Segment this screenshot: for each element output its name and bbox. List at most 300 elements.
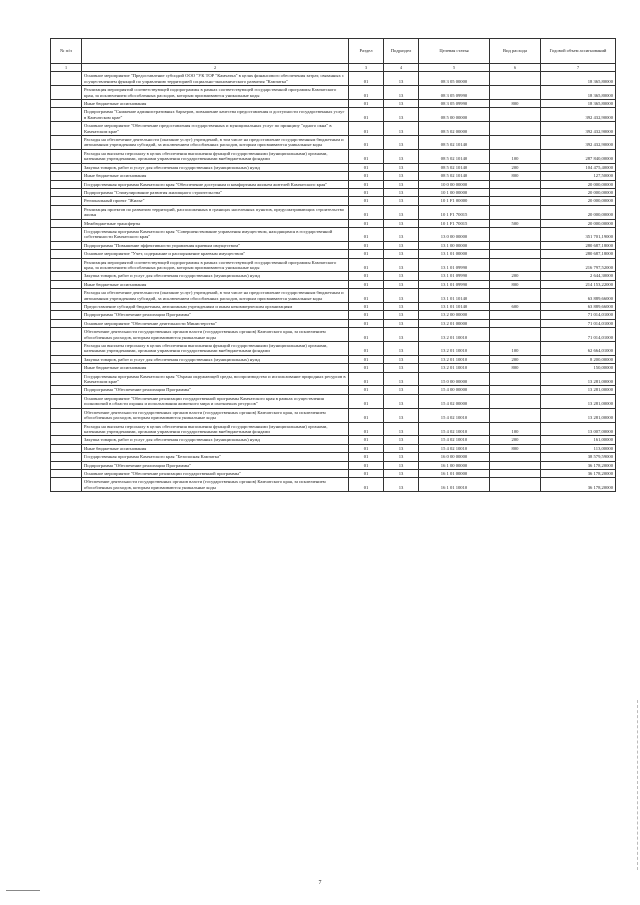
row-num-cell (51, 436, 82, 444)
row-amount-cell: 18 365,80000 (541, 72, 616, 86)
row-expense-type-cell (490, 108, 541, 122)
row-num-cell (51, 149, 82, 163)
row-num-cell (51, 258, 82, 272)
row-target-article-cell: 10 0 00 00000 (419, 180, 490, 188)
column-index-row (51, 64, 616, 72)
row-razdel-cell: 01 (349, 272, 384, 280)
table-row (51, 364, 616, 372)
row-razdel-cell: 01 (349, 408, 384, 422)
table-row (51, 250, 616, 258)
row-amount-cell: 62 664,01000 (541, 342, 616, 356)
row-target-article-cell: 15 0 00 00000 (419, 372, 490, 386)
row-podrazdel-cell: 13 (384, 180, 419, 188)
row-num-cell (51, 408, 82, 422)
row-target-article-cell: 08 5 02 10140 (419, 136, 490, 150)
row-expense-type-cell: 800 (490, 444, 541, 452)
row-razdel-cell: 01 (349, 100, 384, 108)
table-row (51, 227, 616, 241)
row-podrazdel-cell: 13 (384, 319, 419, 327)
row-target-article-cell: 10 1 F1 70015 (419, 219, 490, 227)
row-name-cell: Иные бюджетные ассигнования (82, 444, 349, 452)
row-name-cell: Основное мероприятие "Предоставление субсидий ООО "УК ТОР "Камчатка" в целях финансового обеспечения затрат, связанных с осуществлением функций по управлению территорией социально-экономического развития "Камчатка" (82, 72, 349, 86)
row-name-cell: Обеспечение деятельности государственных органов власти (государственных органов) Камчатского края, за исключением обособленных расходов, которым присваиваются уникальные коды (82, 408, 349, 422)
row-amount-cell: 161,00000 (541, 436, 616, 444)
row-razdel-cell: 01 (349, 227, 384, 241)
row-expense-type-cell: 800 (490, 172, 541, 180)
row-podrazdel-cell: 13 (384, 163, 419, 171)
table-row (51, 258, 616, 272)
row-name-cell: Расходы на обеспечение деятельности (оказание услуг) учреждений, в том числе на предоставление государственным бюджетным и автономным учреждениям субсидий, за исключением обособленных расходов, которым присваиваются уникальные коды (82, 136, 349, 150)
row-expense-type-cell (490, 197, 541, 205)
row-num-cell (51, 303, 82, 311)
row-amount-cell: 20 000,00000 (541, 188, 616, 196)
row-amount-cell: 36 178,20000 (541, 461, 616, 469)
row-name-cell: Расходы на обеспечение деятельности (оказание услуг) учреждений, в том числе на предоставление государственным бюджетным и автономным учреждениям субсидий, за исключением обособленных расходов, которым присваиваются уникальные коды (82, 289, 349, 303)
row-target-article-cell: 13 2 01 00000 (419, 319, 490, 327)
row-num-cell (51, 72, 82, 86)
row-num-cell (51, 319, 82, 327)
table-row (51, 163, 616, 171)
row-amount-cell: 63 889,66000 (541, 303, 616, 311)
row-podrazdel-cell: 13 (384, 188, 419, 196)
table-row (51, 478, 616, 492)
column-index: 6 (490, 64, 541, 72)
row-expense-type-cell: 100 (490, 342, 541, 356)
row-amount-cell: 280 687,18000 (541, 241, 616, 249)
row-num-cell (51, 280, 82, 288)
row-target-article-cell: 13 2 00 00000 (419, 311, 490, 319)
row-expense-type-cell: 800 (490, 364, 541, 372)
row-expense-type-cell (490, 227, 541, 241)
footer-rule (6, 890, 40, 891)
row-razdel-cell: 01 (349, 108, 384, 122)
row-podrazdel-cell: 13 (384, 172, 419, 180)
row-podrazdel-cell: 13 (384, 108, 419, 122)
table-row (51, 342, 616, 356)
column-index: 5 (419, 64, 490, 72)
table-row (51, 100, 616, 108)
row-name-cell: Обеспечение деятельности государственных органов власти (государственных органов) Камчатского края, за исключением обособленных расходов, которым присваиваются уникальные коды (82, 478, 349, 492)
row-podrazdel-cell: 13 (384, 100, 419, 108)
row-num-cell (51, 386, 82, 394)
row-expense-type-cell (490, 250, 541, 258)
row-target-article-cell: 13 1 01 09990 (419, 258, 490, 272)
row-expense-type-cell (490, 205, 541, 219)
row-razdel-cell: 01 (349, 250, 384, 258)
row-podrazdel-cell: 13 (384, 219, 419, 227)
row-expense-type-cell (490, 319, 541, 327)
row-target-article-cell: 08 5 00 00000 (419, 108, 490, 122)
row-name-cell: Основное мероприятие "Обеспечение деятельности Министерства" (82, 319, 349, 327)
row-num-cell (51, 108, 82, 122)
row-name-cell: Государственная программа Камчатского края "Охрана окружающей среды, воспроизводство и использование природных ресурсов в Камчатском крае" (82, 372, 349, 386)
row-podrazdel-cell: 13 (384, 303, 419, 311)
row-num-cell (51, 422, 82, 436)
row-num-cell (51, 86, 82, 100)
row-amount-cell: 2 644,30000 (541, 272, 616, 280)
row-num-cell (51, 250, 82, 258)
row-amount-cell: 71 014,01000 (541, 311, 616, 319)
row-expense-type-cell: 200 (490, 272, 541, 280)
row-name-cell: Реализация проектов по развитию территорий, расположенных в границах населенных пунктов, предусматривающих строительство жилья (82, 205, 349, 219)
row-amount-cell: 71 014,01000 (541, 319, 616, 327)
row-expense-type-cell (490, 311, 541, 319)
row-expense-type-cell: 100 (490, 149, 541, 163)
row-target-article-cell: 13 2 01 10010 (419, 364, 490, 372)
table-row (51, 72, 616, 86)
row-expense-type-cell (490, 72, 541, 86)
row-razdel-cell: 01 (349, 319, 384, 327)
row-expense-type-cell (490, 86, 541, 100)
row-amount-cell: 13 281,00000 (541, 372, 616, 386)
row-podrazdel-cell: 13 (384, 436, 419, 444)
row-expense-type-cell (490, 469, 541, 477)
row-name-cell: Иные бюджетные ассигнования (82, 364, 349, 372)
row-amount-cell: 36 178,20000 (541, 469, 616, 477)
row-amount-cell: 392 432,90000 (541, 108, 616, 122)
row-target-article-cell: 13 2 01 10010 (419, 355, 490, 363)
column-index: 1 (51, 64, 82, 72)
row-podrazdel-cell: 13 (384, 408, 419, 422)
row-target-article-cell: 13 2 01 10010 (419, 342, 490, 356)
row-podrazdel-cell: 13 (384, 355, 419, 363)
row-target-article-cell: 08 5 02 10140 (419, 149, 490, 163)
row-name-cell: Подпрограмма "Обеспечение реализации Программы" (82, 386, 349, 394)
row-podrazdel-cell: 13 (384, 461, 419, 469)
row-amount-cell: 287 840,00000 (541, 149, 616, 163)
column-index: 2 (82, 64, 349, 72)
row-podrazdel-cell: 13 (384, 422, 419, 436)
row-razdel-cell: 01 (349, 303, 384, 311)
row-razdel-cell: 01 (349, 86, 384, 100)
table-row (51, 289, 616, 303)
row-target-article-cell: 15 4 00 00000 (419, 386, 490, 394)
row-razdel-cell: 01 (349, 311, 384, 319)
row-num-cell (51, 241, 82, 249)
row-amount-cell: 18 365,80000 (541, 86, 616, 100)
table-row (51, 436, 616, 444)
header-razdel: Раздел (349, 39, 384, 64)
row-amount-cell: 392 432,90000 (541, 122, 616, 136)
column-index: 7 (541, 64, 616, 72)
row-razdel-cell: 01 (349, 258, 384, 272)
row-name-cell: Иные бюджетные ассигнования (82, 172, 349, 180)
row-name-cell: Реализация мероприятий соответствующей подпрограммы в рамках соответствующей государственной программы Камчатского края, за исключением обособленных расходов, которым присваиваются уникальные коды (82, 258, 349, 272)
row-amount-cell: 13 281,00000 (541, 394, 616, 408)
row-podrazdel-cell: 13 (384, 364, 419, 372)
row-name-cell: Подпрограмма "Обеспечение реализации Программы" (82, 311, 349, 319)
row-amount-cell: 38 579,59000 (541, 453, 616, 461)
row-name-cell: Государственная программа Камчатского края "Безопасная Камчатка" (82, 453, 349, 461)
row-razdel-cell: 01 (349, 197, 384, 205)
row-name-cell: Расходы на выплаты персоналу в целях обеспечения выполнения функций государственными (муниципальными) органами, казенными учреждениями, органами управления государственными внебюджетными фондами (82, 342, 349, 356)
row-razdel-cell: 01 (349, 386, 384, 394)
column-index: 3 (349, 64, 384, 72)
row-name-cell: Государственная программа Камчатского края "Совершенствование управления имуществом, находящимся в государственной собственности Камчатского края" (82, 227, 349, 241)
row-podrazdel-cell: 13 (384, 72, 419, 86)
table-row (51, 444, 616, 452)
row-amount-cell: 20 000,00000 (541, 205, 616, 219)
row-podrazdel-cell: 13 (384, 227, 419, 241)
row-name-cell: Основное мероприятие "Обеспечение реализации государственной программы Камчатского края в рамках осуществления полномочий в области охраны и использования животного мира и охотничьих ресурсов" (82, 394, 349, 408)
row-target-article-cell: 15 4 02 10010 (419, 436, 490, 444)
row-podrazdel-cell: 13 (384, 250, 419, 258)
row-expense-type-cell: 200 (490, 163, 541, 171)
row-expense-type-cell (490, 180, 541, 188)
table-body (51, 72, 616, 492)
row-target-article-cell: 13 1 01 09990 (419, 280, 490, 288)
row-razdel-cell: 01 (349, 342, 384, 356)
row-target-article-cell: 15 4 02 10010 (419, 444, 490, 452)
row-razdel-cell: 01 (349, 453, 384, 461)
row-num-cell (51, 461, 82, 469)
header-target-article: Целевая статья (419, 39, 490, 64)
header-expense-type: Вид расхода (490, 39, 541, 64)
row-podrazdel-cell: 13 (384, 444, 419, 452)
row-razdel-cell: 01 (349, 436, 384, 444)
row-expense-type-cell (490, 478, 541, 492)
row-name-cell: Расходы на выплаты персоналу в целях обеспечения выполнения функций государственными (муниципальными) органами, казенными учреждениями, органами управления государственными внебюджетными фондами (82, 422, 349, 436)
row-podrazdel-cell: 13 (384, 122, 419, 136)
table-row (51, 422, 616, 436)
row-amount-cell: 20 000,00000 (541, 180, 616, 188)
row-target-article-cell: 08 3 05 09990 (419, 100, 490, 108)
row-amount-cell: 36 178,20000 (541, 478, 616, 492)
row-target-article-cell: 08 5 02 00000 (419, 122, 490, 136)
row-podrazdel-cell: 13 (384, 197, 419, 205)
row-expense-type-cell: 100 (490, 422, 541, 436)
row-num-cell (51, 342, 82, 356)
row-amount-cell: 214 153,22000 (541, 280, 616, 288)
row-amount-cell: 392 432,90000 (541, 136, 616, 150)
row-amount-cell: 63 889,66000 (541, 289, 616, 303)
header-annual-amount: Годовой объем ассигнований (541, 39, 616, 64)
row-num-cell (51, 372, 82, 386)
row-num-cell (51, 172, 82, 180)
row-razdel-cell: 01 (349, 328, 384, 342)
row-expense-type-cell (490, 394, 541, 408)
row-name-cell: Основное мероприятие "Учет, содержание и распоряжение краевым имуществом" (82, 250, 349, 258)
row-podrazdel-cell: 13 (384, 205, 419, 219)
table-row (51, 122, 616, 136)
row-name-cell: Подпрограмма "Стимулирование развития жилищного строительства" (82, 188, 349, 196)
table-row (51, 355, 616, 363)
row-target-article-cell: 08 5 02 10140 (419, 172, 490, 180)
row-razdel-cell: 01 (349, 180, 384, 188)
row-amount-cell: 18 365,80000 (541, 100, 616, 108)
header-num: № п/п (51, 39, 82, 64)
row-expense-type-cell: 200 (490, 436, 541, 444)
row-num-cell (51, 328, 82, 342)
row-name-cell: Региональный проект "Жилье" (82, 197, 349, 205)
scan-edge-marks (635, 700, 638, 870)
row-target-article-cell: 13 1 01 10140 (419, 289, 490, 303)
row-target-article-cell: 13 1 01 10140 (419, 303, 490, 311)
row-amount-cell: 280 687,18000 (541, 250, 616, 258)
row-num-cell (51, 311, 82, 319)
row-razdel-cell: 01 (349, 163, 384, 171)
row-target-article-cell: 16 1 00 00000 (419, 461, 490, 469)
page-number: 7 (318, 880, 322, 886)
table-row (51, 205, 616, 219)
row-podrazdel-cell: 13 (384, 272, 419, 280)
row-num-cell (51, 394, 82, 408)
row-amount-cell: 8 200,00000 (541, 355, 616, 363)
row-amount-cell: 216 797,52000 (541, 258, 616, 272)
row-razdel-cell: 01 (349, 219, 384, 227)
row-name-cell: Государственная программа Камчатского края "Обеспечение доступным и комфортным жильем жителей Камчатского края" (82, 180, 349, 188)
table-row (51, 149, 616, 163)
table-row (51, 453, 616, 461)
row-expense-type-cell (490, 258, 541, 272)
row-target-article-cell: 13 1 00 00000 (419, 241, 490, 249)
row-num-cell (51, 272, 82, 280)
row-razdel-cell: 01 (349, 444, 384, 452)
table-row (51, 461, 616, 469)
row-razdel-cell: 01 (349, 469, 384, 477)
row-expense-type-cell (490, 328, 541, 342)
row-expense-type-cell (490, 289, 541, 303)
table-row (51, 219, 616, 227)
row-num-cell (51, 227, 82, 241)
row-name-cell: Закупка товаров, работ и услуг для обеспечения государственных (муниципальных) нужд (82, 436, 349, 444)
row-razdel-cell: 01 (349, 205, 384, 219)
row-target-article-cell: 10 1 F1 70015 (419, 205, 490, 219)
row-target-article-cell: 13 1 01 00000 (419, 250, 490, 258)
row-num-cell (51, 197, 82, 205)
row-podrazdel-cell: 13 (384, 386, 419, 394)
row-name-cell: Подпрограмма "Снижение административных барьеров, повышение качества предоставления и доступности государственных услуг в Камчатском крае" (82, 108, 349, 122)
row-target-article-cell: 13 0 00 00000 (419, 227, 490, 241)
budget-table (50, 38, 616, 492)
row-expense-type-cell (490, 241, 541, 249)
row-podrazdel-cell: 13 (384, 469, 419, 477)
row-razdel-cell: 01 (349, 461, 384, 469)
row-num-cell (51, 289, 82, 303)
row-amount-cell: 20 000,00000 (541, 197, 616, 205)
row-name-cell: Иные бюджетные ассигнования (82, 280, 349, 288)
row-podrazdel-cell: 13 (384, 372, 419, 386)
row-podrazdel-cell: 13 (384, 342, 419, 356)
row-num-cell (51, 355, 82, 363)
row-name-cell: Закупка товаров, работ и услуг для обеспечения государственных (муниципальных) нужд (82, 163, 349, 171)
row-podrazdel-cell: 13 (384, 453, 419, 461)
row-name-cell: Подпрограмма "Обеспечение реализации Программы" (82, 461, 349, 469)
row-amount-cell: 13 281,00000 (541, 408, 616, 422)
row-razdel-cell: 01 (349, 478, 384, 492)
row-num-cell (51, 364, 82, 372)
row-razdel-cell: 01 (349, 364, 384, 372)
row-razdel-cell: 01 (349, 241, 384, 249)
row-expense-type-cell (490, 188, 541, 196)
row-target-article-cell: 08 3 05 09990 (419, 86, 490, 100)
row-razdel-cell: 01 (349, 172, 384, 180)
row-target-article-cell: 13 1 01 09990 (419, 272, 490, 280)
row-num-cell (51, 444, 82, 452)
row-num-cell (51, 219, 82, 227)
row-expense-type-cell (490, 453, 541, 461)
table-row (51, 408, 616, 422)
row-podrazdel-cell: 13 (384, 241, 419, 249)
row-amount-cell: 113,00000 (541, 444, 616, 452)
row-target-article-cell: 13 2 01 10010 (419, 328, 490, 342)
row-target-article-cell: 16 1 01 10010 (419, 478, 490, 492)
row-expense-type-cell: 800 (490, 100, 541, 108)
row-target-article-cell: 10 1 00 00000 (419, 188, 490, 196)
row-target-article-cell: 16 1 01 00000 (419, 469, 490, 477)
table-row (51, 172, 616, 180)
row-name-cell: Реализация мероприятий соответствующей подпрограммы в рамках соответствующей государственной программы Камчатского края, за исключением обособленных расходов, которым присваиваются уникальные коды (82, 86, 349, 100)
row-amount-cell: 127,50000 (541, 172, 616, 180)
row-name-cell: Иные бюджетные ассигнования (82, 100, 349, 108)
row-razdel-cell: 01 (349, 280, 384, 288)
row-num-cell (51, 478, 82, 492)
table-row (51, 372, 616, 386)
row-expense-type-cell (490, 372, 541, 386)
row-expense-type-cell (490, 386, 541, 394)
table-header-row (51, 39, 616, 64)
row-podrazdel-cell: 13 (384, 86, 419, 100)
row-expense-type-cell (490, 461, 541, 469)
row-num-cell (51, 122, 82, 136)
row-podrazdel-cell: 13 (384, 328, 419, 342)
row-podrazdel-cell: 13 (384, 289, 419, 303)
row-name-cell: Расходы на выплаты персоналу в целях обеспечения выполнения функций государственными (муниципальными) органами, казенными учреждениями, органами управления государственными внебюджетными фондами (82, 149, 349, 163)
row-razdel-cell: 01 (349, 372, 384, 386)
row-podrazdel-cell: 13 (384, 311, 419, 319)
row-razdel-cell: 01 (349, 149, 384, 163)
row-razdel-cell: 01 (349, 72, 384, 86)
row-name-cell: Межбюджетные трансферты (82, 219, 349, 227)
row-expense-type-cell (490, 408, 541, 422)
table-row (51, 280, 616, 288)
row-podrazdel-cell: 13 (384, 280, 419, 288)
row-amount-cell: 13 281,00000 (541, 386, 616, 394)
table-row (51, 328, 616, 342)
row-name-cell: Обеспечение деятельности государственных органов власти (государственных органов) Камчатского края, за исключением обособленных расходов, которым присваиваются уникальные коды (82, 328, 349, 342)
table-row (51, 241, 616, 249)
table-row (51, 394, 616, 408)
row-podrazdel-cell: 13 (384, 149, 419, 163)
row-num-cell (51, 469, 82, 477)
row-name-cell: Подпрограмма "Повышение эффективности управления краевым имуществом" (82, 241, 349, 249)
table-row (51, 303, 616, 311)
row-amount-cell: 104 475,40000 (541, 163, 616, 171)
row-expense-type-cell: 200 (490, 355, 541, 363)
row-expense-type-cell: 500 (490, 219, 541, 227)
row-num-cell (51, 205, 82, 219)
row-amount-cell: 71 014,01000 (541, 328, 616, 342)
row-num-cell (51, 180, 82, 188)
row-podrazdel-cell: 13 (384, 478, 419, 492)
row-expense-type-cell (490, 122, 541, 136)
row-target-article-cell: 08 5 02 10140 (419, 163, 490, 171)
table-row (51, 86, 616, 100)
row-podrazdel-cell: 13 (384, 136, 419, 150)
row-razdel-cell: 01 (349, 355, 384, 363)
row-amount-cell: 13 007,00000 (541, 422, 616, 436)
row-podrazdel-cell: 13 (384, 258, 419, 272)
row-num-cell (51, 453, 82, 461)
table-row (51, 197, 616, 205)
row-name-cell: Закупка товаров, работ и услуг для обеспечения государственных (муниципальных) нужд (82, 272, 349, 280)
row-razdel-cell: 01 (349, 188, 384, 196)
row-target-article-cell: 10 1 F1 00000 (419, 197, 490, 205)
row-podrazdel-cell: 13 (384, 394, 419, 408)
table-row (51, 311, 616, 319)
row-expense-type-cell: 600 (490, 303, 541, 311)
row-name-cell: Предоставление субсидий бюджетным, автономным учреждениям и иным некоммерческим организациям (82, 303, 349, 311)
